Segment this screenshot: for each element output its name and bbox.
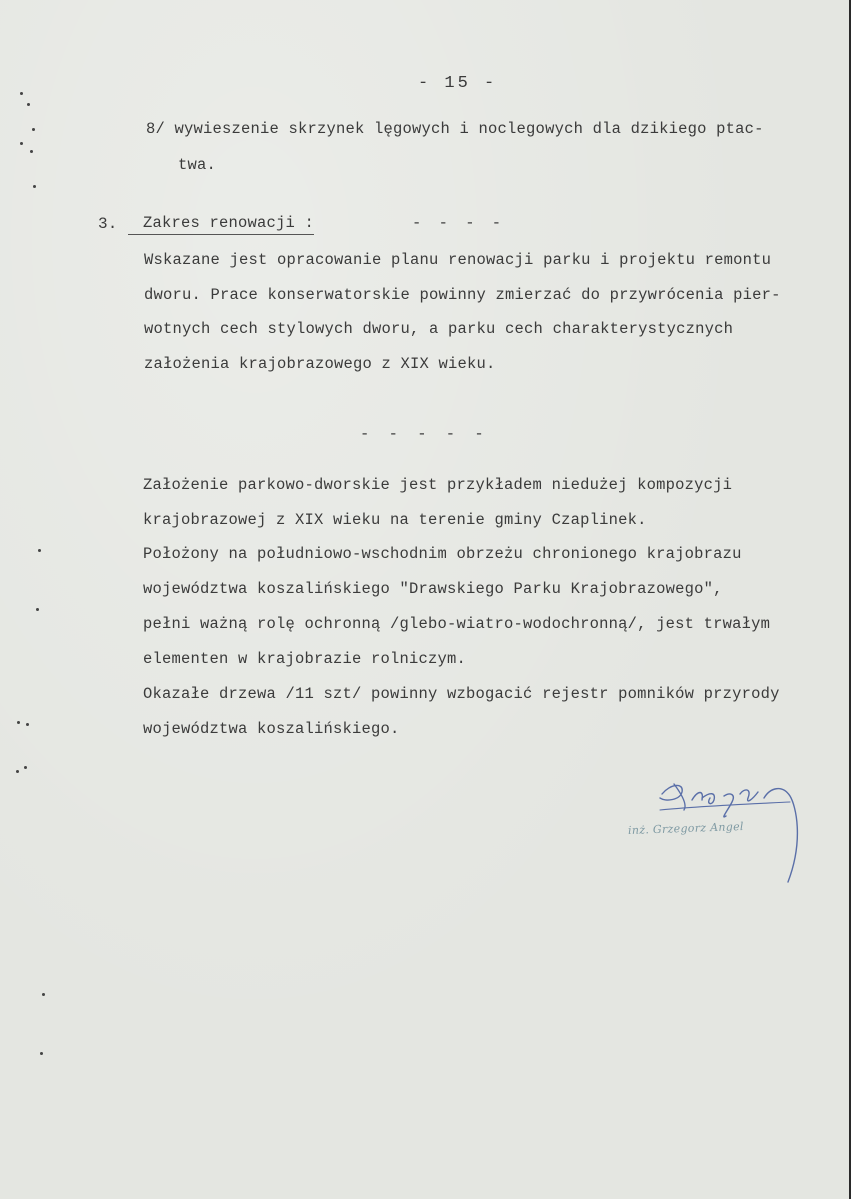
margin-speck xyxy=(20,92,23,95)
margin-speck xyxy=(26,723,29,726)
margin-speck xyxy=(30,150,33,153)
summary-line: krajobrazowej z XIX wieku na terenie gminy Czaplinek. xyxy=(143,511,647,529)
section-dashes: - - - - xyxy=(412,214,506,232)
summary-line: Założenie parkowo-dworskie jest przykładem niedużej kompozycji xyxy=(143,476,733,494)
section-divider: - - - - - xyxy=(360,425,489,443)
margin-speck xyxy=(36,608,39,611)
section-3-line: założenia krajobrazowego z XIX wieku. xyxy=(144,355,496,373)
summary-line: Okazałe drzewa /11 szt/ powinny wzbogacić rejestr pomników przyrody xyxy=(143,685,780,703)
section-3-line: Wskazane jest opracowanie planu renowacji parku i projektu remontu xyxy=(144,251,772,269)
heading-underline xyxy=(128,234,144,235)
section-3-line: wotnych cech stylowych dworu, a parku cech charakterystycznych xyxy=(144,320,734,338)
summary-line: województwa koszalińskiego. xyxy=(143,720,400,738)
margin-speck xyxy=(17,721,20,724)
margin-speck xyxy=(42,993,45,996)
margin-speck xyxy=(40,1052,43,1055)
summary-line: pełni ważną rolę ochronną /glebo-wiatro-wodochronną/, jest trwałym xyxy=(143,615,771,633)
summary-line: Położony na południowo-wschodnim obrzeżu chronionego krajobrazu xyxy=(143,545,742,563)
section-number: 3. xyxy=(98,215,118,233)
item-8-line-2: twa. xyxy=(178,156,217,174)
margin-speck xyxy=(38,549,41,552)
section-3-line: dworu. Prace konserwatorskie powinny zmierzać do przywrócenia pier- xyxy=(144,286,781,304)
margin-speck xyxy=(33,185,36,188)
section-title: Zakres renowacji : xyxy=(143,214,314,235)
margin-speck xyxy=(24,766,27,769)
margin-speck xyxy=(20,142,23,145)
margin-speck xyxy=(16,770,19,773)
item-8-line-1: 8/ wywieszenie skrzynek lęgowych i noclegowych dla dzikiego ptac- xyxy=(146,120,764,138)
margin-speck xyxy=(27,103,30,106)
page-number: - 15 - xyxy=(418,74,498,93)
name-stamp: inż. Grzegorz Angel xyxy=(627,819,744,838)
summary-line: elementen w krajobrazie rolniczym. xyxy=(143,650,467,668)
summary-line: województwa koszalińskiego "Drawskiego Parku Krajobrazowego", xyxy=(143,580,723,598)
margin-speck xyxy=(32,128,35,131)
